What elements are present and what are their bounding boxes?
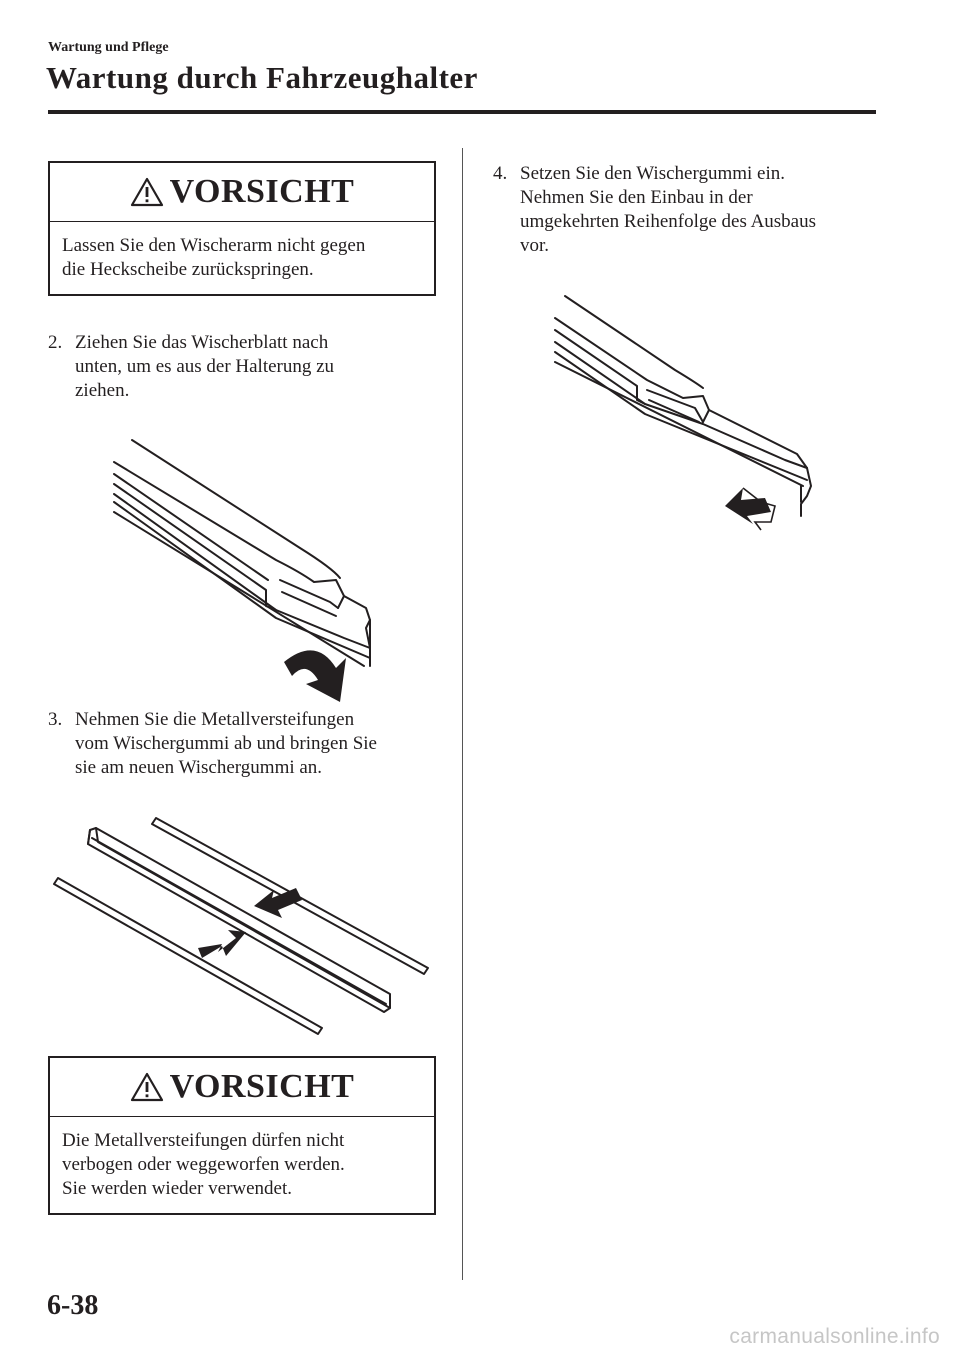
watermark: carmanualsonline.info: [729, 1325, 940, 1348]
caution-line: die Heckscheibe zurückspringen.: [62, 259, 314, 280]
step-line: Nehmen Sie die Metallversteifungen: [75, 709, 355, 730]
step-line: vor.: [520, 235, 550, 256]
step-3: [48, 708, 458, 780]
figure-pull-blade-down: [100, 430, 390, 710]
step-line: sie am neuen Wischergummi an.: [75, 757, 323, 778]
step-line: umgekehrten Reihenfolge des Ausbaus: [520, 211, 817, 232]
caution-text: [50, 222, 434, 294]
warning-triangle-icon: [130, 1072, 164, 1102]
section-label: Wartung und Pflege: [48, 40, 169, 55]
step-number: 3.: [48, 709, 63, 730]
figure-metal-stiffeners: [50, 808, 440, 1038]
caution-header: [50, 1058, 434, 1117]
caution-line: Die Metallversteifungen dürfen nicht: [62, 1130, 345, 1151]
step-line: unten, um es aus der Halterung zu: [75, 356, 335, 377]
step-2: [48, 331, 448, 403]
step-number: 4.: [493, 163, 508, 184]
caution-text: [50, 1117, 434, 1213]
page-title: Wartung durch Fahrzeughalter: [46, 60, 478, 95]
caution-title: VORSICHT: [169, 173, 355, 210]
step-line: vom Wischergummi ab und bringen Sie: [75, 733, 377, 754]
page-number: 6-38: [47, 1290, 99, 1321]
step-line: ziehen.: [75, 380, 130, 401]
caution-header: [50, 163, 434, 222]
step-line: Ziehen Sie das Wischerblatt nach: [75, 332, 329, 353]
caution-title: VORSICHT: [169, 1068, 355, 1105]
step-4: [493, 162, 893, 258]
caution-line: verbogen oder weggeworfen werden.: [62, 1154, 345, 1175]
header-rule: [48, 110, 876, 114]
caution-box-rebound: [48, 161, 436, 296]
step-line: Setzen Sie den Wischergummi ein.: [520, 163, 786, 184]
step-number: 2.: [48, 332, 63, 353]
caution-box-stiffeners: [48, 1056, 436, 1215]
warning-triangle-icon: [130, 177, 164, 207]
column-divider: [462, 148, 463, 1280]
figure-insert-rubber: [545, 290, 835, 540]
caution-line: Sie werden wieder verwendet.: [62, 1178, 293, 1199]
caution-line: Lassen Sie den Wischerarm nicht gegen: [62, 235, 366, 256]
step-line: Nehmen Sie den Einbau in der: [520, 187, 753, 208]
